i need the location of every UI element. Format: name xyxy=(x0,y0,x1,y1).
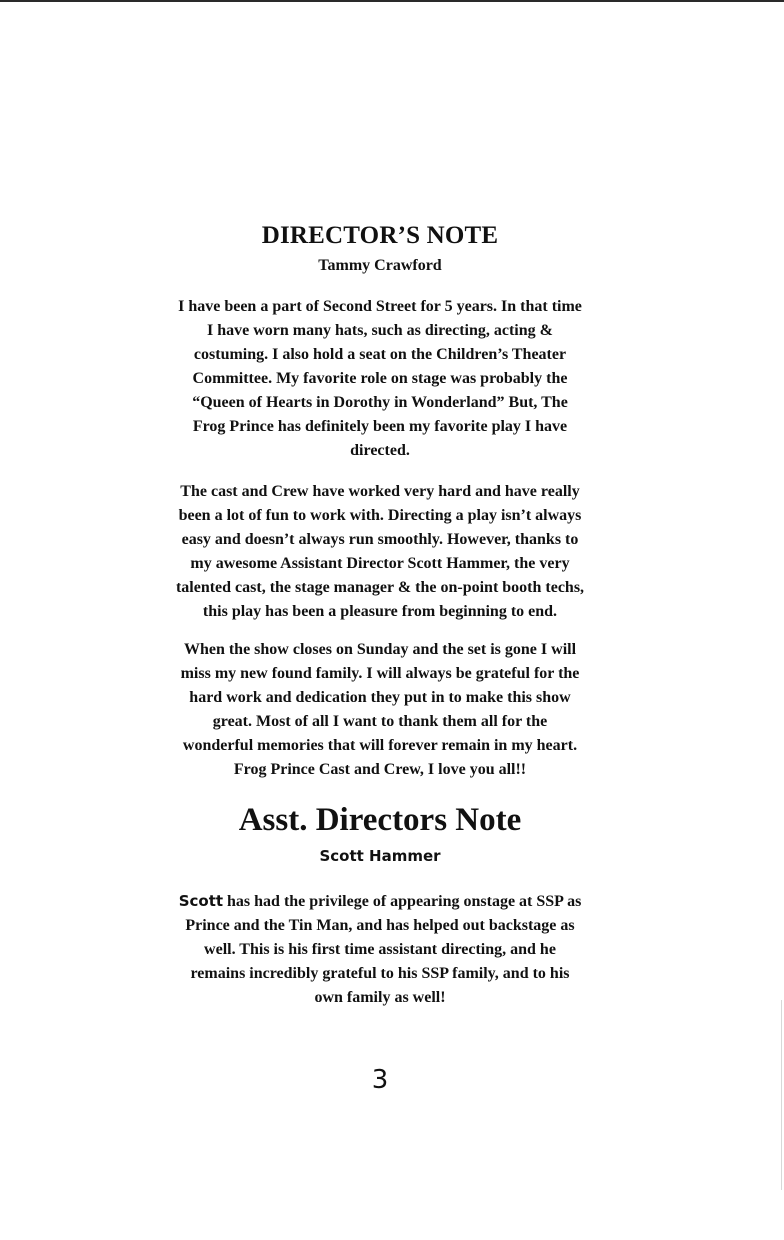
text-line: I have worn many hats, such as directing, acting & xyxy=(207,322,553,339)
text-line: easy and doesn’t always run smoothly. However, thanks to xyxy=(181,531,579,548)
page-number: 3 xyxy=(371,1065,389,1095)
text-line: this play has been a pleasure from beginning to end. xyxy=(202,603,558,620)
text-line: The cast and Crew have worked very hard and have really xyxy=(180,483,580,500)
director-name: Tammy Crawford xyxy=(318,257,442,274)
scan-edge-shadow xyxy=(781,1000,782,1190)
text-line: “Queen of Hearts in Dorothy in Wonderland” But, The xyxy=(192,394,568,411)
text-line: Frog Prince Cast and Crew, I love you all!! xyxy=(233,761,527,778)
text-line: Committee. My favorite role on stage was probably the xyxy=(192,370,568,387)
text-line: well. This is his first time assistant directing, and he xyxy=(204,941,556,958)
text-line: I have been a part of Second Street for 5 years. In that time xyxy=(178,298,582,315)
text-line: Frog Prince has definitely been my favorite play I have xyxy=(192,418,568,435)
asst-director-note-heading: Asst. Directors Note xyxy=(238,802,522,838)
text-line: own family as well! xyxy=(314,989,446,1006)
text-line: been a lot of fun to work with. Directing a play isn’t always xyxy=(178,507,582,524)
text-line: miss my new found family. I will always be grateful for the xyxy=(180,665,580,682)
text-line: my awesome Assistant Director Scott Hammer, the very xyxy=(190,555,570,572)
text-line: great. Most of all I want to thank them all for the xyxy=(212,713,548,730)
text-line: Prince and the Tin Man, and has helped out backstage as xyxy=(185,917,575,934)
line-text: has had the privilege of appearing onstage at SSP as xyxy=(223,893,582,910)
top-border-rule xyxy=(0,0,784,2)
director-paragraph-3 xyxy=(130,638,630,782)
text-line: remains incredibly grateful to his SSP family, and to his xyxy=(190,965,570,982)
text-line: wonderful memories that will forever remain in my heart. xyxy=(182,737,578,754)
director-paragraph-2 xyxy=(130,480,630,624)
director-paragraph-1 xyxy=(130,295,630,463)
text-line xyxy=(130,889,630,914)
asst-director-name: Scott Hammer xyxy=(319,847,441,865)
lead-name: Scott xyxy=(178,892,224,910)
text-line: directed. xyxy=(350,442,410,459)
asst-director-paragraph xyxy=(130,889,630,1010)
text-line: costuming. I also hold a seat on the Children’s Theater xyxy=(193,346,567,363)
text-line: When the show closes on Sunday and the set is gone I will xyxy=(183,641,577,658)
director-note-heading: DIRECTOR’S NOTE xyxy=(261,222,499,249)
text-line: talented cast, the stage manager & the on-point booth techs, xyxy=(175,579,585,596)
text-line: hard work and dedication they put in to make this show xyxy=(189,689,571,706)
